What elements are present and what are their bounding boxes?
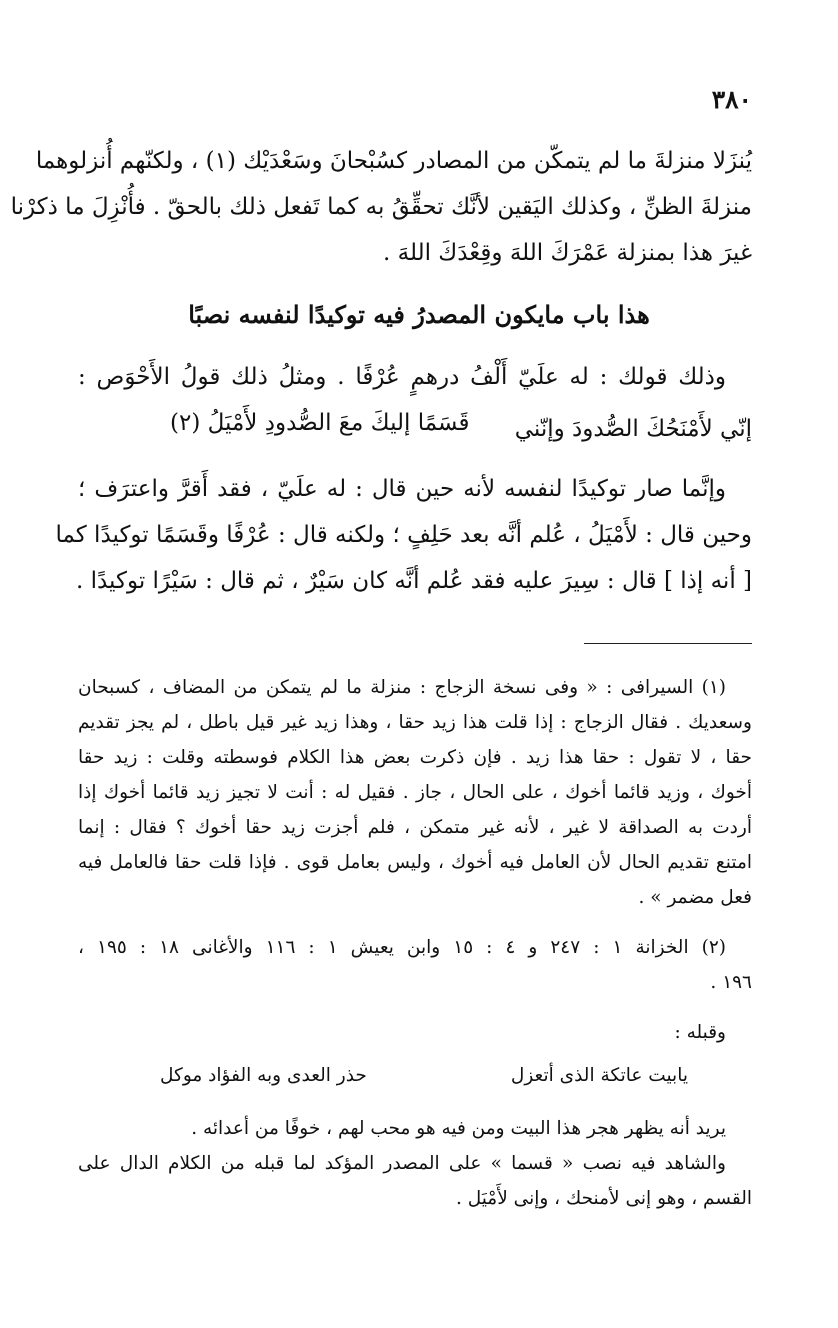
- footnote-verse-second-hemistich: حذر العدى وبه الفؤاد موكل: [160, 1065, 367, 1086]
- text-line: وذلك قولك : له علَيّ أَلْفُ درهمٍ عُرْفًا . ومثلُ ذلك قولُ الأَحْوَص :: [78, 364, 726, 390]
- verse-second-hemistich: قَسَمًا إليكَ معَ الصُّدودِ لأَمْيَلُ (٢): [170, 410, 470, 436]
- footnote-line: أخوك ، وزيد قائما أخوك ، على الحال ، جاز . فقيل له : أنت لا تجيز زيد قائما أخوك إذا: [78, 782, 752, 803]
- text-line: منزلةَ الظنِّ ، وكذلك اليَقين لأنَّك تحقِّقُ به كما تَفعل ذلك بالحقّ . فأُنْزِلَ ما ذكرْنا: [10, 194, 752, 220]
- footnote-line: يريد أنه يظهر هجر هذا البيت ومن فيه هو محب لهم ، خوفًا من أعدائه .: [191, 1118, 726, 1139]
- footnote-line: امتنع تقديم الحال لأن العامل فيه أخوك ، وليس بعامل قوى . فإذا قلت حقا فالعامل فيه: [78, 852, 752, 873]
- footnote-line: القسم ، وهو إنى لأمنحك ، وإنى لأَمْيَل .: [455, 1188, 752, 1209]
- footnote-before-label: وقبله :: [674, 1022, 726, 1043]
- chapter-heading: هذا باب مايكون المصدرُ فيه توكيدًا لنفسه نصبًا: [188, 300, 650, 329]
- verse-first-hemistich: إنّي لأَمْنَحُكَ الصُّدودَ وإنّني: [514, 416, 752, 442]
- footnote-line: فعل مضمر » .: [638, 887, 752, 908]
- footnote-line: (٢) الخزانة ١ : ٢٤٧ و ٤ : ١٥ وابن يعيش ١ : ١١٦ والأغانى ١٨ : ١٩٥ ،: [78, 937, 726, 958]
- text-line: يُنزَلا منزلةَ ما لم يتمكّن من المصادر كسُبْحانَ وسَعْدَيْك (١) ، ولكنّهم أُنزلوهما: [35, 148, 752, 174]
- footnote-line: (١) السيرافى : « وفى نسخة الزجاج : منزلة ما لم يتمكن من المضاف ، كسبحان: [78, 677, 726, 698]
- footnote-line: أردت به الصداقة لا غير ، لأنه غير متمكن ، فلم أجزت زيد حقا أخوك ؟ فقال : إنما: [78, 817, 752, 838]
- page-number: ٣٨٠: [711, 85, 752, 114]
- footnote-verse-first-hemistich: يابيت عاتكة الذى أتعزل: [510, 1065, 688, 1086]
- text-line: وإنَّما صار توكيدًا لنفسه لأنه حين قال : له علَيّ ، فقد أَقرَّ واعترَف ؛: [78, 476, 726, 502]
- footnote-separator: [584, 643, 752, 644]
- footnote-line: والشاهد فيه نصب « قسما » على المصدر المؤكد لما قبله من الكلام الدال على: [78, 1153, 726, 1174]
- footnote-line: ١٩٦ .: [710, 972, 752, 993]
- footnote-line: حقا ، لا تقول : حقا هذا زيد . فإن ذكرت بعض هذا الكلام فوسطته وقلت : زيد حقا: [78, 747, 752, 768]
- text-line: وحين قال : لأَمْيَلُ ، عُلم أنَّه بعد حَلِفٍ ؛ ولكنه قال : عُرْفًا وقَسَمًا توكيدًا كما: [55, 522, 752, 548]
- text-line: [ أنه إذا ] قال : سِيرَ عليه فقد عُلم أنَّه كان سَيْرٌ ، ثم قال : سَيْرًا توكيدًا .: [75, 568, 752, 594]
- text-line: غيرَ هذا بمنزلة عَمْرَكَ اللهَ وقِعْدَكَ اللهَ .: [383, 240, 752, 266]
- footnote-line: وسعديك . فقال الزجاج : إذا قلت هذا زيد حقا ، وهذا زيد غير قيل باطل ، لم يجز تقديم: [78, 712, 752, 733]
